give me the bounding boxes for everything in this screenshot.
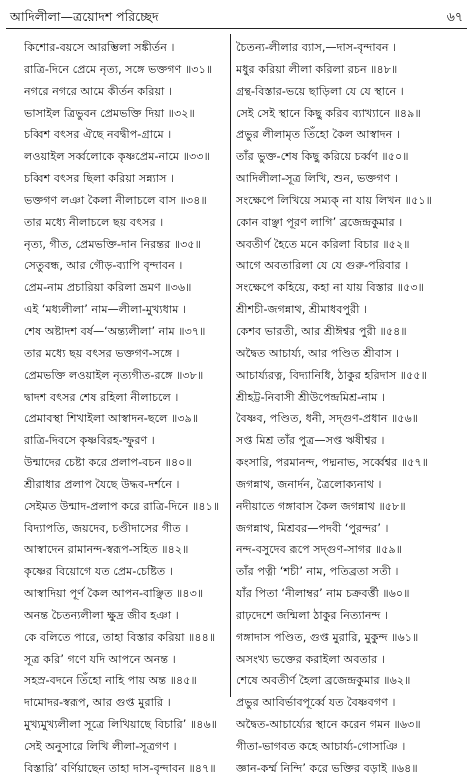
verse-line: শেষে অবতীর্ণ হৈলা ব্রজেন্দ্রকুমার ॥৬২॥ [236, 674, 411, 688]
verse-line: প্রভুর লীলামৃত তিঁহো কৈল আস্বাদন । [236, 128, 400, 142]
verse-line: আস্বাদেন রামানন্দ-স্বরূপ-সহিত ॥৪২॥ [24, 543, 189, 557]
left-column [24, 37, 228, 780]
verse-line: কেশব ভারতী, আর শ্রীঈশ্বর পুরী ॥৫৪॥ [236, 324, 407, 338]
verse-line: তার মধ্যে নীলাচলে ছয় বৎসর । [24, 215, 164, 229]
verse-line: প্রেমভক্তি লওয়াইল নৃত্যগীত-রঙ্গে ॥৩৮॥ [24, 368, 204, 382]
verse-line: বিস্তারি’ বর্ণিয়াছেন তাহা দাস-বৃন্দাবন ॥৪৭॥ [24, 761, 216, 775]
verse-line: অসংখ্য ভক্তের করাইলা অবতার । [236, 652, 385, 666]
verse-line: দ্বাদশ বৎসর শেষ রহিলা নীলাচলে । [24, 390, 179, 404]
verse-line: এই ‘মধ্যলীলা’ নাম—লীলা-মুখ্যধাম । [24, 303, 186, 317]
verse-line: চব্বিশ বৎসর ঐছে নবদ্বীপ-গ্রামে । [24, 128, 172, 142]
verse-line: প্রেম-নাম প্রচারিয়া করিলা ভ্রমণ ॥৩৬॥ [24, 281, 192, 295]
verse-line: গঙ্গাদাস পণ্ডিত, গুপ্ত মুরারি, মুকুন্দ ॥৬১॥ [236, 630, 419, 644]
verse-line: জগন্নাথ, জনার্দন, ত্রৈলোক্যনাথ । [236, 477, 382, 491]
verse-line: অদ্বৈত-আচার্য্যের স্থানে করেন গমন ॥৬৩॥ [236, 718, 421, 732]
verse-line: শ্রীহট্ট-নিবাসী শ্রীউপেন্দ্রমিশ্র-নাম । [236, 390, 385, 404]
verse-line: অবতীর্ণ হৈতে মনে করিলা বিচার ॥৫২॥ [236, 237, 410, 251]
verse-line: জ্ঞান-কর্ম্ম নিন্দি’ করে ভক্তির বড়াই ॥৬৪॥ [236, 761, 418, 775]
verse-line: তার মধ্যে ছয় বৎসর ভক্তগণ-সঙ্গে । [24, 346, 180, 360]
verse-line: শ্রীরাধার প্রলাপ যৈছে উদ্ধব-দর্শনে । [24, 477, 180, 491]
verse-line: আস্বাদিয়া পূর্ণ কৈল আপন-বাঞ্ছিত ॥৪৩॥ [24, 587, 204, 601]
verse-line: আগে অবতারিলা যে যে গুরু-পরিবার । [236, 259, 409, 273]
verse-line: শেষ অষ্টাদশ বর্ষ—‘অন্ত্যলীলা’ নাম ॥৩৭॥ [24, 324, 206, 338]
verse-line: যাঁর পিতা ‘নীলাম্বর’ নাম চক্রবর্ত্তী ॥৬০॥ [236, 587, 410, 601]
verse-line: সপ্ত মিশ্র তাঁর পুত্র—সপ্ত ঋষীশ্বর । [236, 434, 385, 448]
right-column [236, 37, 468, 780]
verse-line: নৃত্য, গীত, প্রেমভক্তি-দান নিরন্তর ॥৩৫॥ [24, 237, 202, 251]
verse-line: ভক্তগণ লঞা কৈলা নীলাচলে বাস ॥৩৪॥ [24, 193, 207, 207]
verse-line: দামোদর-স্বরূপ, আর গুপ্ত মুরারি । [24, 696, 171, 710]
column-divider [230, 34, 231, 697]
verse-line: সংক্ষেপে লিখিয়ে সম্যক্ না যায় লিখন ॥৫১॥ [236, 193, 432, 207]
verse-line: সহস্র-বদনে তিঁহো নাহি পায় অন্ত ॥৪৫॥ [24, 674, 197, 688]
verse-line: প্রেমাবস্থা শিখাইলা আস্বাদন-ছলে ॥৩৯॥ [24, 412, 199, 426]
verse-line: মধুর করিয়া লীলা করিলা রচন ॥৪৮॥ [236, 62, 398, 76]
verse-line: কে বলিতে পারে, তাহা বিস্তার করিয়া ॥৪৪॥ [24, 630, 216, 644]
page-header [6, 0, 467, 30]
verse-line: গ্রন্থ-বিস্তার-ভয়ে ছাড়িলা যে যে স্থানে । [236, 84, 404, 98]
verse-line: শ্রীশচী-জগন্নাথ, শ্রীমাধবপুরী । [236, 303, 367, 317]
verse-line: নগরে নগরে আমে কীর্তন করিয়া । [24, 84, 172, 98]
verse-line: কোন বাঞ্ছা পূরণ লাগি’ ব্রজেন্দ্রকুমার । [236, 215, 403, 229]
verse-line: বিদ্যাপতি, জয়দেব, চণ্ডীদাসের গীত । [24, 521, 189, 535]
verse-line: চৈতন্য-লীলার ব্যাস,—দাস-বৃন্দাবন । [236, 41, 397, 54]
verse-line: অদ্বৈত আচার্য্য, আর পণ্ডিত শ্রীবাস । [236, 346, 400, 360]
verse-line: সংক্ষেপে কহিয়ে, কহা না যায় বিস্তার ॥৫৩॥ [236, 281, 424, 295]
verse-line: নন্দ-বসুদেব রূপে সদ্গুণ-সাগর ॥৫৯॥ [236, 543, 403, 557]
verse-line: উন্মাদের চেষ্টা করে প্রলাপ-বচন ॥৪০॥ [24, 456, 192, 470]
verse-line: সেই সেই স্থানে কিছু করিব ব্যাখ্যানে ॥৪৯॥ [236, 106, 421, 120]
header-rule [6, 28, 467, 29]
verse-line: কংসারি, পরমানন্দ, পদ্মনাভ, সর্ব্বেশ্বর ॥৫৭॥ [236, 456, 429, 470]
verse-line: সেতুবন্ধ, আর গৌড়-ব্যাপি বৃন্দাবন । [24, 259, 183, 273]
verse-line: বৈষ্ণব, পণ্ডিত, ধনী, সদ্গুণ-প্রধান ॥৫৬॥ [236, 412, 419, 426]
page-number: ৬৭ [446, 9, 463, 24]
verse-line: লওয়াইল সর্ব্বলোকে কৃষ্ণপ্রেম-নামে ॥৩৩॥ [24, 150, 210, 164]
verse-line: নদীয়াতে গঙ্গাবাস কৈল জগন্নাথ ॥৫৮॥ [236, 499, 406, 513]
verse-line: কিশোর-বয়সে আরম্ভিলা সঙ্কীর্তন । [24, 41, 175, 54]
verse-line: জগন্নাথ, মিশ্রবর—পদবী ‘পুরন্দর’ । [236, 521, 389, 535]
verse-line: সূত্র করি’ গণে যদি আপনে অনন্ত । [24, 652, 176, 666]
verse-line: অনন্ত চৈতন্যলীলা ক্ষুদ্র জীব হঞা । [24, 608, 179, 622]
verse-line: গীতা-ভাগবত কহে আচার্য্য-গোসাঞি । [236, 740, 406, 753]
verse-line: প্রভুর আবির্ভাবপূর্ব্বে যত বৈষ্ণবগণ । [236, 696, 396, 710]
verse-line: কৃষ্ণের বিয়োগে যত প্রেম-চেষ্টিত । [24, 565, 173, 579]
verse-line: সেইমত উন্মাদ-প্রলাপ করে রাত্রি-দিনে ॥৪১॥ [24, 499, 220, 513]
verse-line: সেই অনুসারে লিখি লীলা-সূত্রগণ । [24, 740, 177, 753]
verse-line: রাত্রি-দিবসে কৃষ্ণবিরহ-স্ফুরণ । [24, 434, 155, 448]
verse-line: ভাসাইল ত্রিভুবন প্রেমভক্তি দিয়া ॥৩২॥ [24, 106, 195, 120]
verse-line: চব্বিশ বৎসর ছিলা করিয়া সন্ন্যাস । [24, 172, 175, 186]
verse-line: তাঁর ভুক্ত-শেষ কিছু করিয়ে চর্ব্বণ ॥৫০॥ [236, 150, 409, 164]
verse-line: আচার্য্যরত্ন, বিদ্যানিধি, ঠাকুর হরিদাস ॥৫৫॥ [236, 368, 427, 382]
verse-line: রাত্রি-দিনে প্রেমে নৃত্য, সঙ্গে ভক্তগণ ॥৩১॥ [24, 62, 213, 76]
verse-line: রাঢ়দেশে জন্মিলা ঠাকুর নিত্যানন্দ । [236, 608, 389, 622]
chapter-title: আদিলীলা—ত্রয়োদশ পরিচ্ছেদ [10, 9, 159, 24]
verse-line: আদিলীলা-সূত্র লিখি, শুন, ভক্তগণ । [236, 172, 398, 186]
verse-line: মুখ্যমুখ্যলীলা সূত্রে লিখিয়াছে বিচারি’ ॥৪৬॥ [24, 718, 218, 732]
verse-line: তাঁর পত্নী ‘শচী’ নাম, পতিব্রতা সতী । [236, 565, 399, 579]
